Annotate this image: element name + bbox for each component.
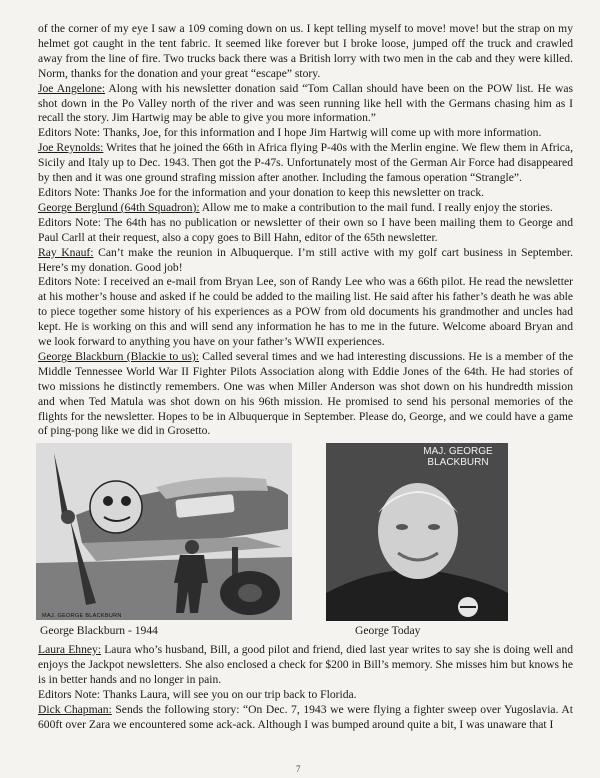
caption-george-today: George Today <box>355 624 421 637</box>
contributor-name: Laura Ehney: <box>38 643 102 656</box>
paragraph-george-blackburn: George Blackburn (Blackie to us): Called several times and we had interesting discussions. He is a member of the Middle Tennessee World War II Fighter Pilots Association along with Eddie Jones of the 64th. He had stories of two missions he distinctly remembers. One was when Miller Anderson was shot down on his hundredth mission and when Ted Matula was shot down on his 96th mission. He promised to send his personal memories of the flights for the newsletter. Hopes to be in Albuquerque in September. Please do, George, and we could have a game of ping-pong like we did in Grosetto. <box>38 349 574 438</box>
photo-label-right: MAJ. GEORGE BLACKBURN <box>423 446 493 468</box>
photo-label-left: MAJ. GEORGE BLACKBURN <box>42 613 122 619</box>
portrait-illustration <box>326 443 508 621</box>
caption-blackburn-1944: George Blackburn - 1944 <box>40 624 158 637</box>
editors-note: Editors Note: Thanks, Joe, for this information and I hope Jim Hartwig will come up with more information. <box>38 126 542 140</box>
top-article-text <box>38 22 573 439</box>
contributor-name: Joe Angelone: <box>38 81 106 95</box>
photo-george-today <box>326 443 508 621</box>
paragraph-joe-angelone: Joe Angelone: Along with his newsletter donation said “Tom Callan should have been on the POW list. He was shot down in the Po Valley north of the river and was seen running like hell with the Germans chasing him as I recall the story. Jim Hartwig may be able to give you more information.” <box>38 81 573 125</box>
contributor-name: Dick Chapman: <box>38 702 112 716</box>
photo-blackburn-1944 <box>36 443 292 620</box>
plane-illustration <box>36 443 292 620</box>
contributor-name: George Berglund (64th Squadron): <box>38 200 200 214</box>
editors-note: Editors Note: The 64th has no publication or newsletter of their own so I have been mailing them to George and Paul Carll at their request, also a copy goes to Bill Hahn, editor of the 65th newsletter. <box>38 215 573 244</box>
contributor-name: Joe Reynolds: <box>38 141 104 155</box>
page-number: 7 <box>296 764 301 774</box>
editors-note: Editors Note: Thanks Laura, will see you on our trip back to Florida. <box>38 687 357 701</box>
bottom-article-text <box>38 643 573 732</box>
contributor-name: Ray Knauf: <box>38 245 94 259</box>
paragraph-laura-ehney: Laura Ehney: Laura who’s husband, Bill, a good pilot and friend, died last year writes to say she is doing well and enjoys the Jackpot newsletters. She also enclosed a check for $200 in Bill’s memory. She misses him but knows he is in better hands and no longer in pain. <box>38 643 573 686</box>
paragraph-dick-chapman: Dick Chapman: Sends the following story: “On Dec. 7, 1943 we were flying a fighter sweep over Yugoslavia. At 600ft over Zara we encountered some ack-ack. Although I was bumped around quite a bit, I was unaware that I <box>38 702 573 731</box>
paragraph-escape-story: of the corner of my eye I saw a 109 coming down on us. I kept telling myself to move! move! but the strap on my helmet got caught in the tent fabric. It seemed like forever but I broke loose, jumped off the truck and crawled away from the line of fire. Two trucks back there was a British lorry with two men in the cab and they were killed. Norm, thanks for the donation and your great “escape” story. <box>38 22 573 80</box>
editors-note: Editors Note: I received an e-mail from Bryan Lee, son of Randy Lee who was a 66th pilot. He read the newsletter at his mother’s house and asked if he could be added to the mailing list. He said after his father’s death he was able to piece together some history of his experiences as a POW from old documents his grandmother and uncles had kept. He is working on this and will send any information he has to me in the future. Welcome aboard Bryan and we look forward to anything you have on your father’s WWII experiences. <box>38 275 573 349</box>
contributor-name: George Blackburn (Blackie to us): <box>38 349 200 363</box>
paragraph-ray-knauf: Ray Knauf: Can’t make the reunion in Albuquerque. I’m still active with my golf cart business in September. Here’s my donation. Good job! <box>38 245 573 274</box>
editors-note: Editors Note: Thanks Joe for the information and your donation to keep this newsletter on track. <box>38 185 485 199</box>
paragraph-joe-reynolds: Joe Reynolds: Writes that he joined the 66th in Africa flying P-40s with the Merlin engine. We flew them in Africa, Sicily and Italy up to Dec. 1943. Then got the P-47s. Unfortunately most of the German Air Force had disappeared by then and it was one ground strafing mission after another. Including the famous operation “Strangle”. <box>38 141 573 185</box>
paragraph-george-berglund: George Berglund (64th Squadron): Allow me to make a contribution to the mail fund. I really enjoy the stories. <box>38 200 553 214</box>
